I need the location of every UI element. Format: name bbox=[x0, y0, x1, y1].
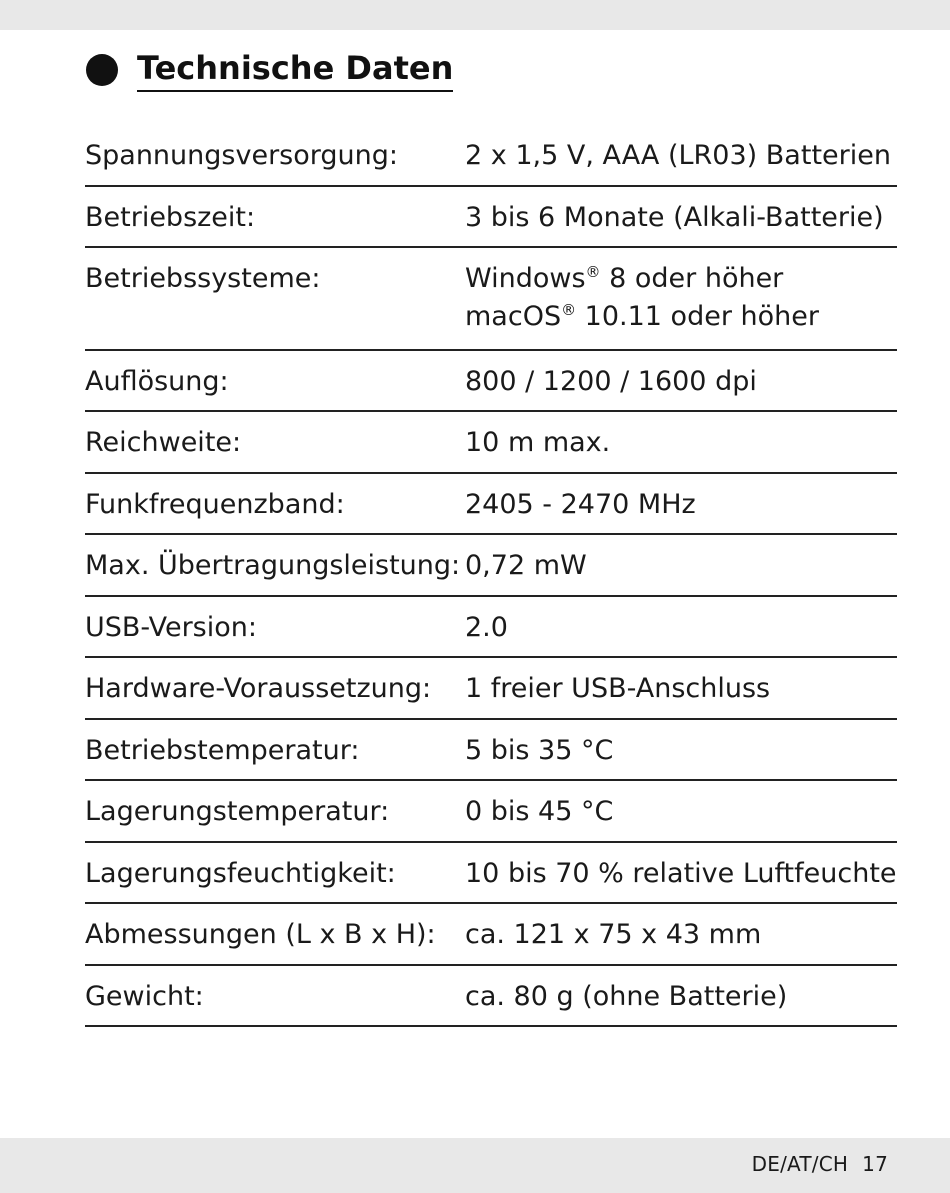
registered-mark: ® bbox=[561, 301, 577, 319]
os-line-macos bbox=[465, 298, 897, 336]
spec-value: ca. 80 g (ohne Batterie) bbox=[465, 980, 788, 1012]
page-title: Technische Daten bbox=[137, 48, 453, 92]
spec-value: 800 / 1200 / 1600 dpi bbox=[465, 365, 757, 397]
spec-row bbox=[85, 843, 897, 905]
spec-row bbox=[85, 248, 897, 351]
spec-value bbox=[465, 260, 897, 349]
spec-row bbox=[85, 412, 897, 474]
spec-label: USB-Version: bbox=[85, 611, 257, 643]
spec-row bbox=[85, 904, 897, 966]
spec-label: Max. Übertragungsleistung: bbox=[85, 550, 461, 581]
spec-row bbox=[85, 720, 897, 782]
spec-value: 10 m max. bbox=[465, 427, 611, 458]
spec-value: 2 x 1,5 V, AAA (LR03) Batterien bbox=[465, 140, 891, 171]
spec-row bbox=[85, 781, 897, 843]
spec-label: Gewicht: bbox=[85, 980, 204, 1012]
spec-value: 5 bis 35 °C bbox=[465, 734, 614, 766]
spec-label: Betriebszeit: bbox=[85, 201, 256, 233]
spec-row bbox=[85, 351, 897, 413]
spec-value: 1 freier USB-Anschluss bbox=[465, 673, 771, 704]
spec-row bbox=[85, 125, 897, 187]
spec-table bbox=[85, 125, 897, 1027]
spec-row bbox=[85, 535, 897, 597]
spec-label: Betriebstemperatur: bbox=[85, 734, 360, 766]
os-version: 8 oder höher bbox=[600, 263, 784, 294]
spec-value: ca. 121 x 75 x 43 mm bbox=[465, 919, 762, 950]
spec-value: 2405 - 2470 MHz bbox=[465, 488, 696, 520]
spec-label: Lagerungsfeuchtigkeit: bbox=[85, 857, 396, 889]
spec-label: Abmessungen (L x B x H): bbox=[85, 919, 436, 950]
section-heading bbox=[86, 48, 453, 92]
registered-mark: ® bbox=[585, 263, 601, 281]
spec-value: 10 bis 70 % relative Luftfeuchte bbox=[465, 857, 897, 889]
page-footer bbox=[752, 1152, 888, 1176]
spec-value: 3 bis 6 Monate (Alkali-Batterie) bbox=[465, 201, 884, 233]
page-number: 17 bbox=[862, 1152, 888, 1176]
top-band bbox=[0, 0, 950, 30]
spec-row bbox=[85, 966, 897, 1028]
spec-label: Lagerungstemperatur: bbox=[85, 796, 390, 827]
spec-label: Funkfrequenzband: bbox=[85, 488, 345, 520]
spec-label: Betriebssysteme: bbox=[85, 263, 321, 294]
spec-value: 0,72 mW bbox=[465, 550, 587, 581]
spec-label: Spannungsversorgung: bbox=[85, 140, 398, 171]
spec-label: Reichweite: bbox=[85, 427, 242, 458]
spec-row bbox=[85, 187, 897, 249]
os-version: 10.11 oder höher bbox=[576, 301, 819, 332]
bullet-icon bbox=[86, 54, 118, 86]
spec-value: 2.0 bbox=[465, 611, 508, 643]
spec-label: Hardware-Voraussetzung: bbox=[85, 673, 432, 704]
spec-row bbox=[85, 658, 897, 720]
os-name: macOS bbox=[465, 301, 562, 332]
os-name: Windows bbox=[465, 263, 586, 294]
spec-label: Auflösung: bbox=[85, 365, 229, 397]
os-line-windows bbox=[465, 260, 897, 298]
spec-value: 0 bis 45 °C bbox=[465, 796, 614, 827]
footer-region: DE/AT/CH bbox=[751, 1152, 849, 1176]
spec-row bbox=[85, 474, 897, 536]
spec-row bbox=[85, 597, 897, 659]
